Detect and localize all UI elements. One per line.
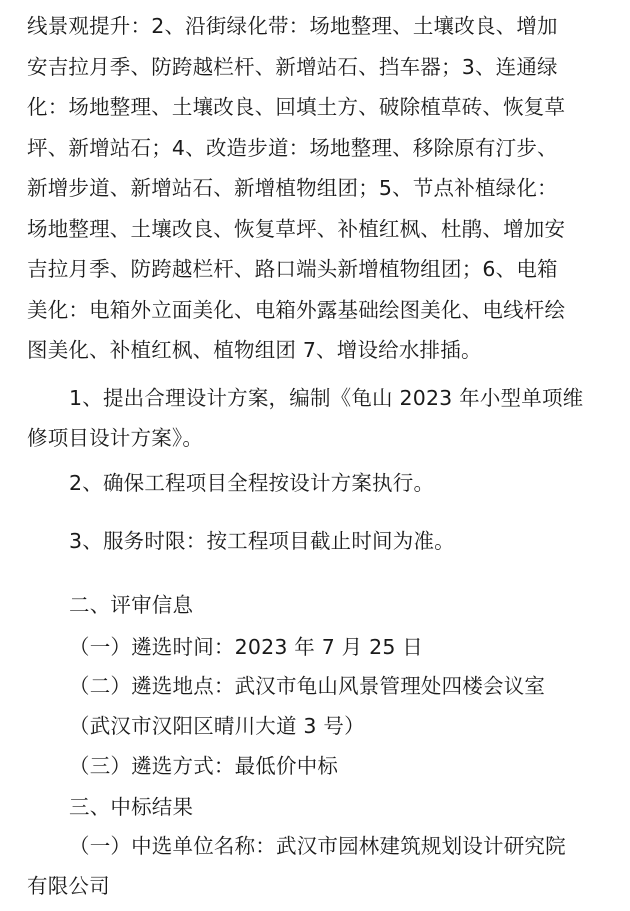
intro-line: 坪、新增站石；4、改造步道：场地整理、移除原有汀步、 [27, 135, 558, 160]
section-2-heading-text: 二、评审信息 [69, 593, 194, 617]
intro-line: 图美化、补植红枫、植物组团 7、增设给水排插。 [27, 338, 482, 362]
winner-name-line-1: （一）中选单位名称：武汉市园林建筑规划设计研究院 [69, 834, 566, 858]
section-3-heading [27, 787, 593, 827]
requirement-item-1-line-2: 修项目设计方案》。 [27, 426, 204, 450]
selection-time [27, 627, 593, 667]
requirement-item-2 [27, 463, 593, 503]
winner-name-line-2: 有限公司 [27, 874, 110, 898]
selection-method [27, 746, 593, 786]
intro-line: 化：场地整理、土壤改良、回填土方、破除植草砖、恢复草 [27, 95, 566, 119]
requirement-item-1 [27, 378, 593, 458]
intro-line: 场地整理、土壤改良、恢复草坪、补植红枫、杜鹃、增加安 [27, 216, 566, 241]
intro-line: 新增步道、新增站石、新增植物组团；5、节点补植绿化： [27, 176, 558, 200]
selection-time-text: （一）遴选时间：2023 年 7 月 25 日 [69, 635, 423, 659]
requirement-item-3-text: 3、服务时限：按工程项目截止时间为准。 [69, 529, 455, 553]
selection-place [27, 666, 593, 746]
intro-line: 美化：电箱外立面美化、电箱外露基础绘图美化、电线杆绘 [27, 297, 566, 322]
selection-place-line-1: （二）遴选地点：武汉市龟山风景管理处四楼会议室 [69, 674, 546, 698]
requirement-item-1-line-1: 1、提出合理设计方案，编制《龟山 2023 年小型单项维 [69, 386, 584, 410]
selection-method-text: （三）遴选方式：最低价中标 [69, 754, 339, 778]
project-content-paragraph [27, 6, 593, 371]
intro-line: 线景观提升：2、沿街绿化带：场地整理、土壤改良、增加 [27, 14, 558, 38]
requirement-item-3 [27, 521, 593, 561]
selection-place-line-2: （武汉市汉阳区晴川大道 3 号） [69, 714, 365, 738]
section-2-heading [27, 585, 593, 625]
winner-name [27, 826, 593, 906]
intro-line: 安吉拉月季、防跨越栏杆、新增站石、挡车器；3、连通绿 [27, 54, 558, 79]
section-3-heading-text: 三、中标结果 [69, 795, 194, 819]
intro-line: 吉拉月季、防跨越栏杆、路口端头新增植物组团；6、电箱 [27, 257, 558, 281]
requirement-item-2-text: 2、确保工程项目全程按设计方案执行。 [69, 471, 435, 495]
